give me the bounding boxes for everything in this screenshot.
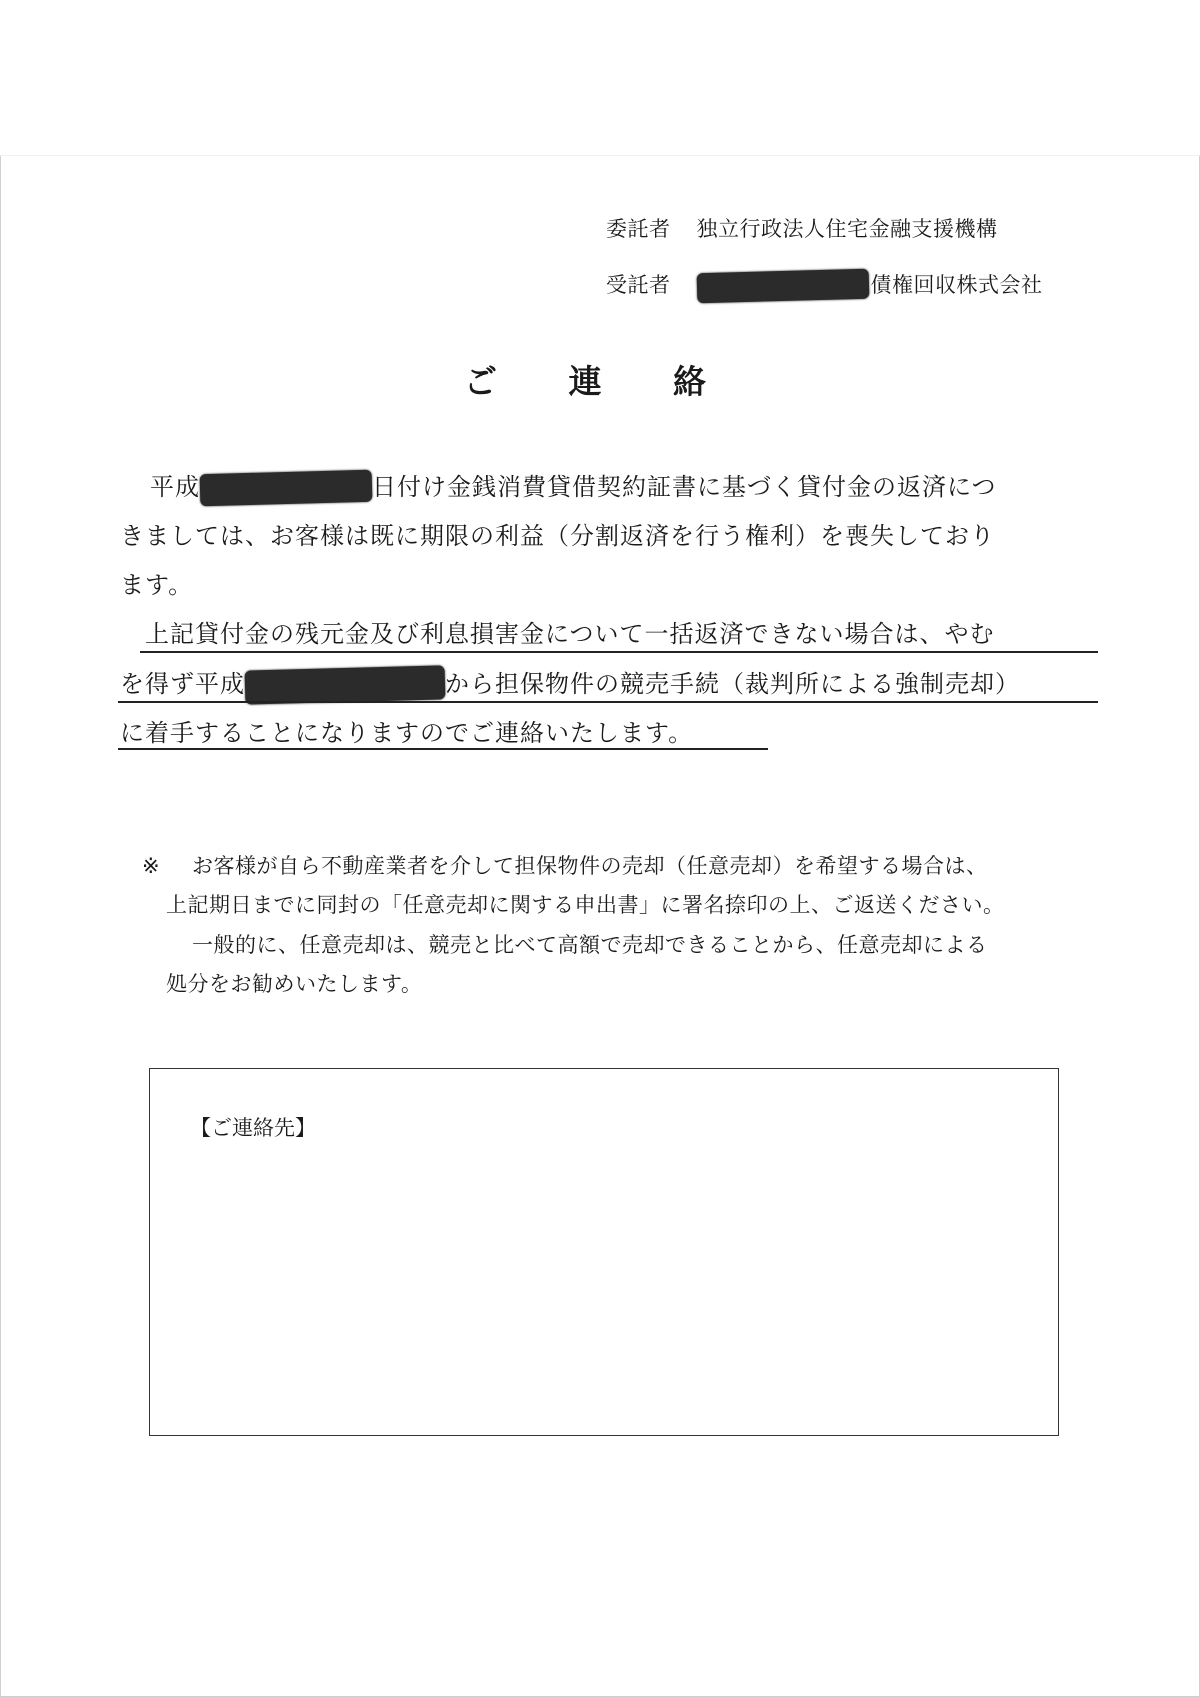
- consignee-role: 受託者: [606, 273, 671, 297]
- body-line-4: 上記貸付金の残元金及び利息損害金について一括返済できない場合は、やむ: [145, 620, 995, 648]
- body-line-3: ます。: [120, 571, 194, 599]
- body-line-5-suffix: から担保物件の競売手続（裁判所による強制売却）: [445, 670, 1020, 698]
- top-blank-strip: [0, 0, 1200, 156]
- body-line-5: [120, 667, 1100, 702]
- note-mark: ※: [142, 854, 160, 878]
- body-line-6: に着手することになりますのでご連絡いたします。: [120, 719, 694, 747]
- consignor-role: 委託者: [606, 217, 671, 241]
- body-line-1-suffix: 日付け金銭消費貸借契約証書に基づく貸付金の返済につ: [372, 473, 997, 501]
- underline: [118, 701, 1098, 703]
- consignee-line: [606, 271, 1043, 301]
- redaction-mark: [696, 269, 869, 303]
- consignee-name-suffix: 債権回収株式会社: [870, 273, 1043, 297]
- note-line-4: 処分をお勧めいたします。: [166, 972, 423, 996]
- consignor-name: 独立行政法人住宅金融支援機構: [696, 217, 998, 241]
- note-line-3: 一般的に、任意売却は、競売と比べて高額で売却できることから、任意売却による: [192, 933, 988, 957]
- contact-box: [149, 1068, 1059, 1436]
- underline: [118, 748, 768, 750]
- body-line-2: きましては、お客様は既に期限の利益（分割返済を行う権利）を喪失しており: [120, 522, 995, 550]
- redaction-mark: [245, 665, 446, 704]
- redaction-mark: [200, 470, 373, 506]
- body-line-5-prefix: を得ず平成: [120, 670, 245, 698]
- page-title: ご 連 絡: [464, 362, 736, 401]
- note-line-1: お客様が自ら不動産業者を介して担保物件の売却（任意売却）を希望する場合は、: [192, 854, 988, 878]
- consignor-line: [606, 215, 998, 243]
- contact-label: 【ご連絡先】: [190, 1116, 316, 1140]
- body-line-1: [150, 470, 1130, 504]
- underline: [140, 651, 1098, 653]
- body-line-1-prefix: 平成: [150, 473, 200, 501]
- note-line-2: 上記期日までに同封の「任意売却に関する申出書」に署名捺印の上、ご返送ください。: [166, 893, 1005, 917]
